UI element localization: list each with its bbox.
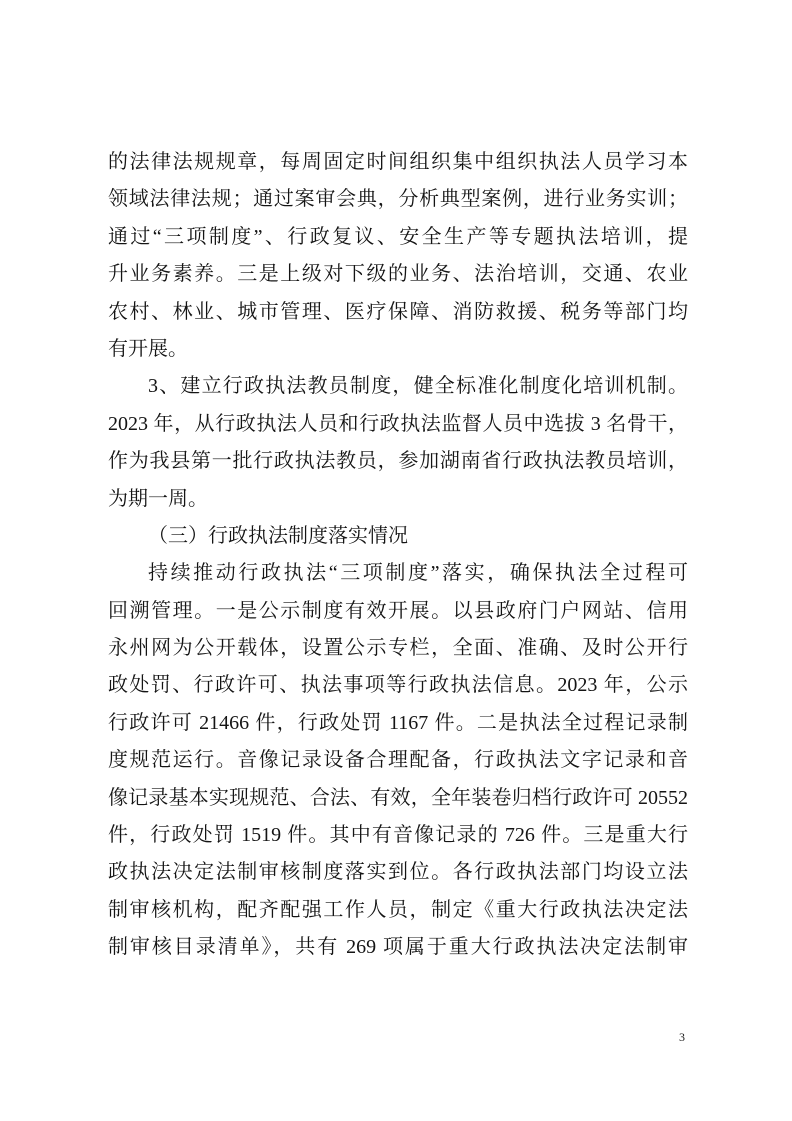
- body-text: [108, 144, 688, 967]
- text-line: 制审核机构，配齐配强工作人员，制定《重大行政执法决定法: [108, 898, 688, 921]
- text-line: 3、建立行政执法教员制度，健全标准化制度化培训机制。: [148, 375, 688, 398]
- paragraph-training-continued: [108, 144, 688, 368]
- text-line: 持续推动行政执法“三项制度”落实，确保执法全过程可: [148, 562, 688, 585]
- section-heading-text: （三）行政执法制度落实情况: [148, 524, 408, 547]
- text-line: 农村、林业、城市管理、医疗保障、消防救援、税务等部门均: [108, 300, 688, 323]
- text-line: 行政许可 21466 件，行政处罚 1167 件。二是执法全过程记录制: [108, 711, 688, 734]
- text-line: 有开展。: [108, 337, 188, 360]
- text-line: 像记录基本实现规范、合法、有效，全年装卷归档行政许可 20552: [108, 786, 688, 809]
- section-heading: [108, 518, 688, 555]
- text-line: 2023 年，从行政执法人员和行政执法监督人员中选拔 3 名骨干，: [108, 412, 688, 435]
- text-line: 制审核目录清单》，共有 269 项属于重大行政执法决定法制审: [108, 936, 688, 959]
- paragraph-instructor-system: [108, 368, 688, 518]
- page-number: 3: [679, 1030, 685, 1044]
- text-line: 永州网为公开载体，设置公示专栏，全面、准确、及时公开行: [108, 637, 688, 660]
- text-line: 作为我县第一批行政执法教员，参加湖南省行政执法教员培训，: [108, 450, 688, 473]
- text-line: 通过“三项制度”、行政复议、安全生产等专题执法培训，提: [108, 225, 688, 248]
- text-line: 政执法决定法制审核制度落实到位。各行政执法部门均设立法: [108, 861, 688, 884]
- text-line: 升业务素养。三是上级对下级的业务、法治培训，交通、农业: [108, 263, 688, 286]
- text-line: 领域法律法规；通过案审会典，分析典型案例，进行业务实训；: [108, 188, 688, 211]
- text-line: 政处罚、行政许可、执法事项等行政执法信息。2023 年，公示: [108, 674, 688, 697]
- text-line: 回溯管理。一是公示制度有效开展。以县政府门户网站、信用: [108, 599, 688, 622]
- text-line: 度规范运行。音像记录设备合理配备，行政执法文字记录和音: [108, 749, 688, 772]
- text-line: 为期一周。: [108, 487, 208, 510]
- text-line: 件，行政处罚 1519 件。其中有音像记录的 726 件。三是重大行: [108, 824, 688, 847]
- text-line: 的法律法规规章，每周固定时间组织集中组织执法人员学习本: [108, 151, 688, 173]
- paragraph-three-systems: [108, 555, 688, 966]
